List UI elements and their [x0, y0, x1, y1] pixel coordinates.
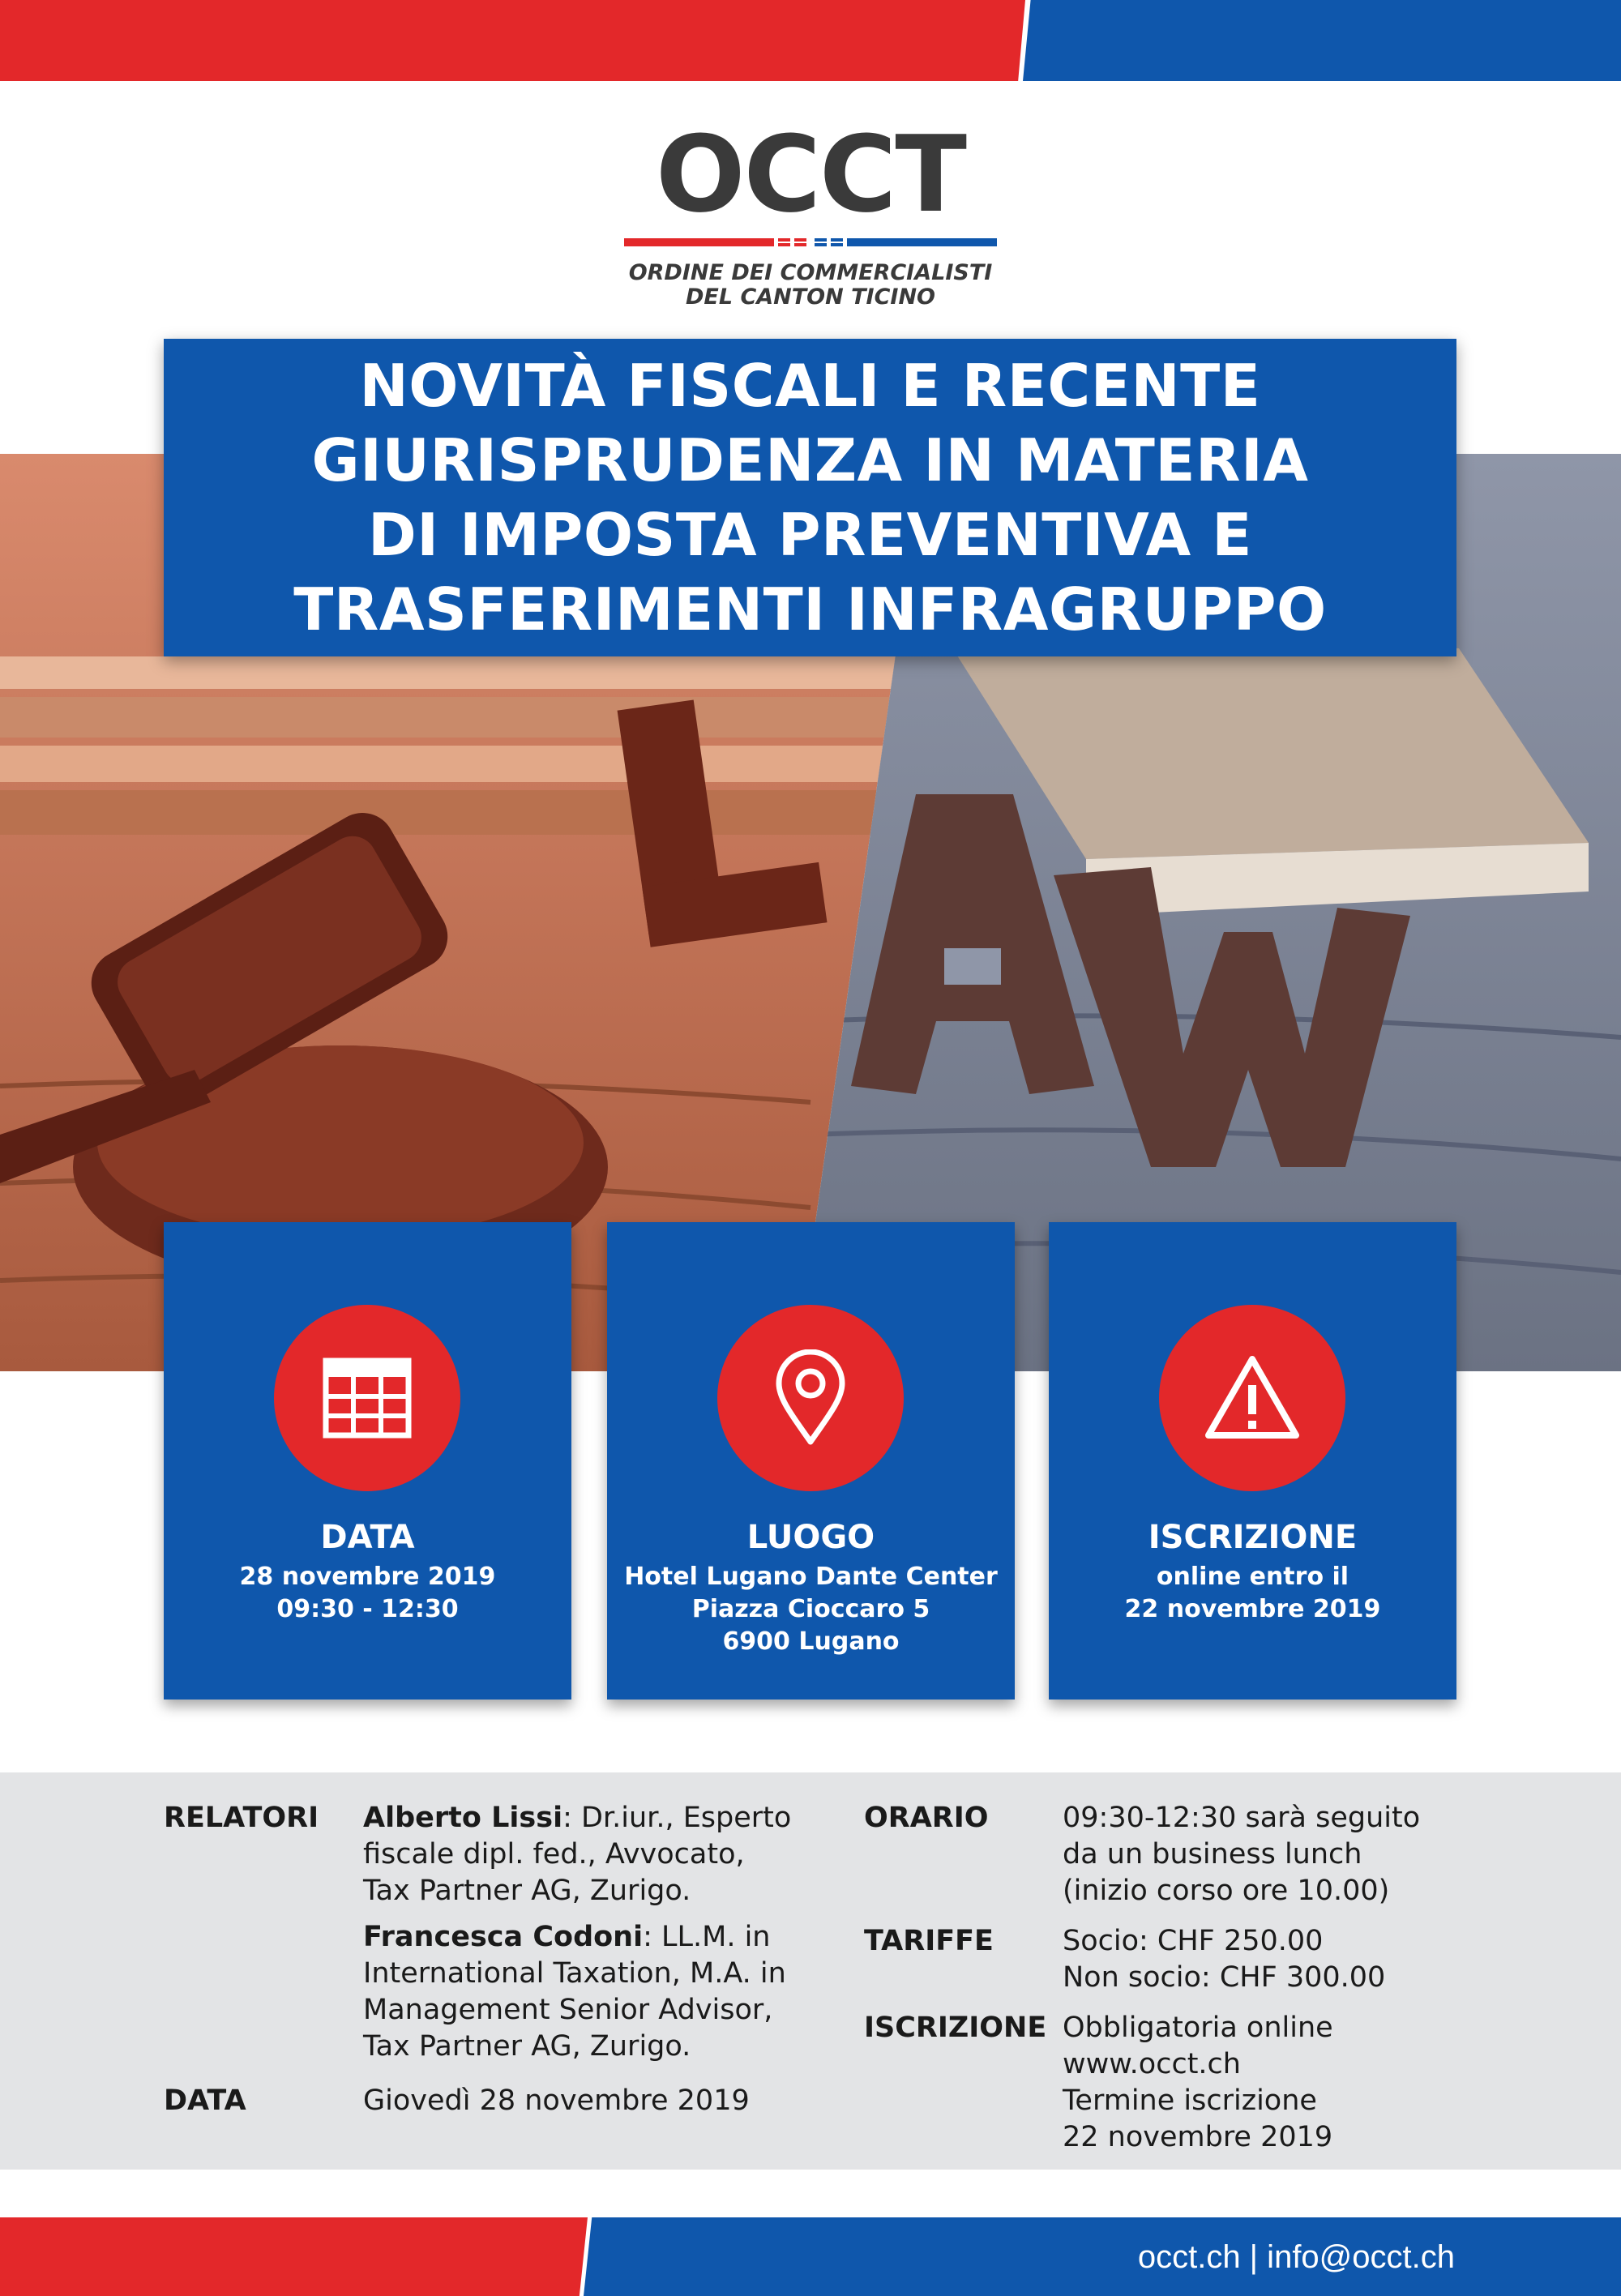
iscrizione-value	[1063, 2010, 1333, 2156]
card-iscrizione-title: ISCRIZIONE	[1148, 1519, 1358, 1556]
page-title: NOVITÀ FISCALI E RECENTE GIURISPRUDENZA IN MATERIA DI IMPOSTA PREVENTIVA E TRASFERIMENTI INFRAGRUPPO	[293, 352, 1327, 643]
iscrizione-line: Termine iscrizione	[1063, 2084, 1317, 2117]
card-luogo	[607, 1222, 1015, 1700]
location-pin-icon	[774, 1349, 847, 1447]
tariffe-label: TARIFFE	[864, 1925, 994, 1957]
orario-line: (inizio corso ore 10.00)	[1063, 1875, 1390, 1907]
card-data-title: DATA	[320, 1519, 415, 1556]
card-data-line: 28 novembre 2019	[239, 1563, 496, 1591]
speaker-2-desc-line: Tax Partner AG, Zurigo.	[363, 2030, 691, 2063]
orario-line: 09:30-12:30 sarà seguito	[1063, 1802, 1421, 1834]
calendar-icon-circle	[274, 1305, 460, 1491]
footer-contact: occt.ch | info@occt.ch	[1137, 2239, 1455, 2275]
tariffe-line: Non socio: CHF 300.00	[1063, 1961, 1386, 1994]
speaker-2-desc-line: Management Senior Advisor,	[363, 1994, 773, 2026]
logo-subtitle: ORDINE DEI COMMERCIALISTI DEL CANTON TICINO	[628, 260, 993, 310]
top-red-stripe	[0, 0, 1025, 81]
speaker-1	[363, 1800, 817, 1836]
card-luogo-line: Piazza Cioccaro 5	[691, 1595, 930, 1623]
card-iscrizione-line: 22 novembre 2019	[1124, 1595, 1381, 1623]
speaker-1-name: Alberto Lissi	[363, 1802, 563, 1834]
tariffe-line: Socio: CHF 250.00	[1063, 1925, 1324, 1957]
relatori-label: RELATORI	[164, 1802, 319, 1834]
card-iscrizione-line: online entro il	[1156, 1563, 1349, 1591]
data-value: Giovedì 28 novembre 2019	[363, 2084, 750, 2117]
top-blue-stripe	[1023, 0, 1621, 81]
card-iscrizione	[1049, 1222, 1456, 1700]
logo-wordmark: OCCT	[656, 113, 965, 236]
data-label: DATA	[164, 2084, 246, 2117]
speaker-2-desc: : LL.M. in	[643, 1921, 771, 1953]
location-icon-circle	[717, 1305, 904, 1491]
iscrizione-line: Obbligatoria online	[1063, 2012, 1333, 2044]
speaker-2-desc-line: International Taxation, M.A. in	[363, 1957, 786, 1990]
orario-value	[1063, 1800, 1420, 1909]
speaker-2-name: Francesca Codoni	[363, 1921, 644, 1953]
iscrizione-label: ISCRIZIONE	[864, 2012, 1047, 2044]
warning-icon-circle	[1159, 1305, 1345, 1491]
orario-label: ORARIO	[864, 1802, 989, 1834]
card-data-line: 09:30 - 12:30	[276, 1595, 459, 1623]
speaker-2	[363, 1919, 817, 1956]
logo-color-bar	[624, 237, 997, 248]
iscrizione-line: 22 novembre 2019	[1063, 2121, 1333, 2153]
card-luogo-line: Hotel Lugano Dante Center	[624, 1563, 998, 1591]
speaker-1-desc-line: fiscale dipl. fed., Avvocato,	[363, 1838, 745, 1871]
card-data	[164, 1222, 571, 1700]
card-luogo-line: 6900 Lugano	[722, 1627, 900, 1656]
bottom-red-stripe	[0, 2217, 588, 2296]
speakers-list	[363, 1800, 817, 2065]
card-luogo-title: LUOGO	[746, 1519, 875, 1556]
warning-icon	[1204, 1354, 1301, 1442]
iscrizione-line: www.occt.ch	[1063, 2048, 1241, 2080]
title-banner	[164, 339, 1456, 656]
calendar-icon	[323, 1358, 412, 1439]
tariffe-value	[1063, 1923, 1385, 1996]
bottom-blue-stripe	[584, 2217, 1621, 2296]
speaker-1-desc: : Dr.iur., Esperto	[562, 1802, 792, 1834]
orario-line: da un business lunch	[1063, 1838, 1362, 1871]
speaker-1-desc-line: Tax Partner AG, Zurigo.	[363, 1875, 691, 1907]
